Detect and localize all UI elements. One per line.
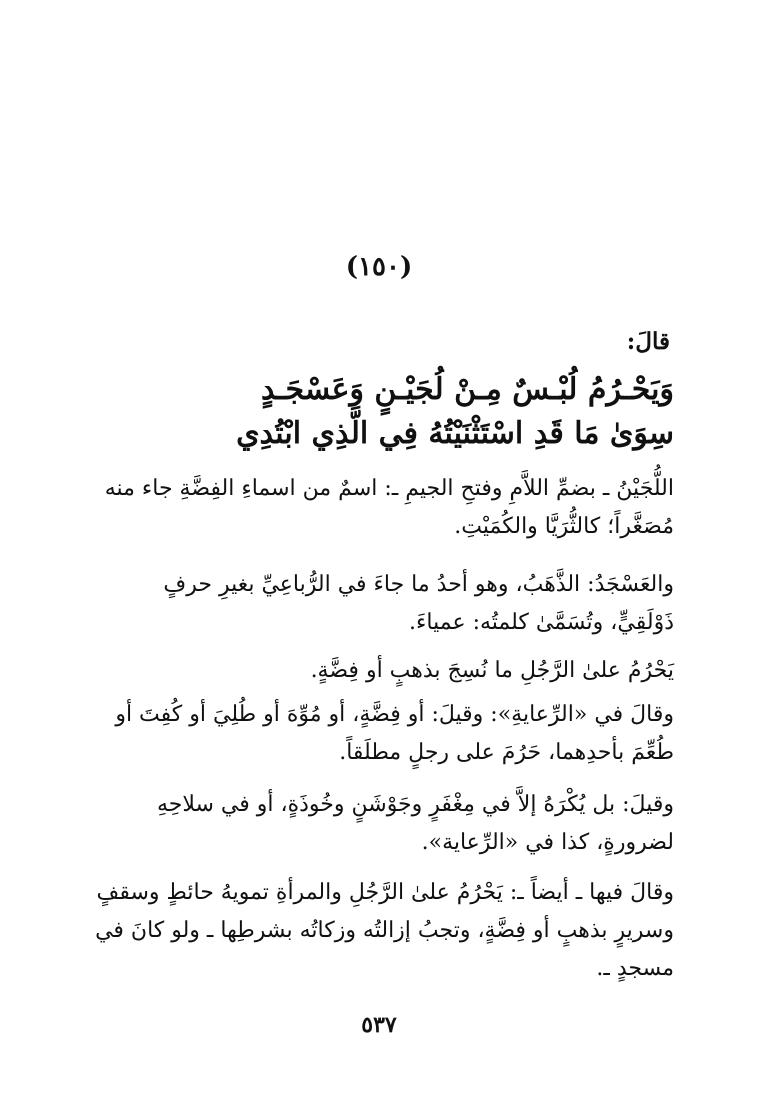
paragraph-asjad xyxy=(84,566,674,642)
paragraph-riaya-quote xyxy=(84,696,674,772)
paragraph-line: وسريرٍ بذهبٍ أو فِضَّةٍ، وتجبُ إزالتُه وزكاتُه بشرطِها ـ ولو كانَ في xyxy=(95,918,674,943)
qala-label: قالَ: xyxy=(626,328,670,355)
paragraph-line: والعَسْجَدُ: الذَّهَبُ، وهو أحدُ ما جاءَ في الرُّباعِيِّ بغيرِ حرفٍ xyxy=(163,572,674,597)
paragraph-line: طُعِّمَ بأحدِهما، حَرُمَ على رجلٍ مطلَقاً. xyxy=(339,740,674,765)
paragraph-line: اللُّجَيْنُ ـ بضمِّ اللاَّمِ وفتحِ الجيمِ ـ: اسمٌ من اسماءِ الفِضَّةِ جاء منه xyxy=(104,476,674,501)
paragraph-ruling xyxy=(84,652,674,690)
paragraph-line: مُصَغَّراً؛ كالثُّرَيَّا والكُمَيْتِ. xyxy=(454,514,674,539)
paragraph-line: وقالَ فيها ـ أيضاً ـ: يَحْرُمُ علىٰ الرَّجُلِ والمرأةِ تمويهُ حائطٍ وسقفٍ xyxy=(96,880,674,905)
verse-line-1: وَيَحْـرُمُ لُبْـسٌ مِـنْ لُجَيْـنٍ وَعَسْجَـدٍ xyxy=(260,372,674,407)
paragraph-line: لضرورةٍ، كذا في «الرِّعاية». xyxy=(421,830,674,855)
paragraph-line: ذَوْلَقِيٍّ، وتُسَمَّىٰ كلمتُه: عمياءَ. xyxy=(409,610,674,635)
paragraph-gilding xyxy=(84,874,674,988)
paragraph-line: وقيلَ: بل يُكْرَهُ إلاَّ في مِغْفَرٍ وجَوْشَنٍ وخُوذَةٍ، أو في سلاحِهِ xyxy=(156,792,674,817)
section-number-heading: (١٥٠) xyxy=(345,252,413,282)
paragraph-line: وقالَ في «الرِّعايةِ»: وقيلَ: أو فِضَّةٍ، أو مُوِّهَ أو طُلِيَ أو كُفِتَ أو xyxy=(115,702,674,727)
paragraph-lujayn xyxy=(84,470,674,546)
page-number: ٥٣٧ xyxy=(361,1012,397,1038)
paragraph-line: مسجدٍ ـ. xyxy=(596,956,674,981)
paragraph-alternative-view xyxy=(84,786,674,862)
paragraph-line: يَحْرُمُ علىٰ الرَّجُلِ ما نُسِجَ بذهبٍ أو فِضَّةٍ. xyxy=(310,658,674,683)
verse-line-2: سِوَىٰ مَا قَدِ اسْتَثْنَيْتُهُ فِي الَّذِي ابْتُدِي xyxy=(236,416,674,451)
